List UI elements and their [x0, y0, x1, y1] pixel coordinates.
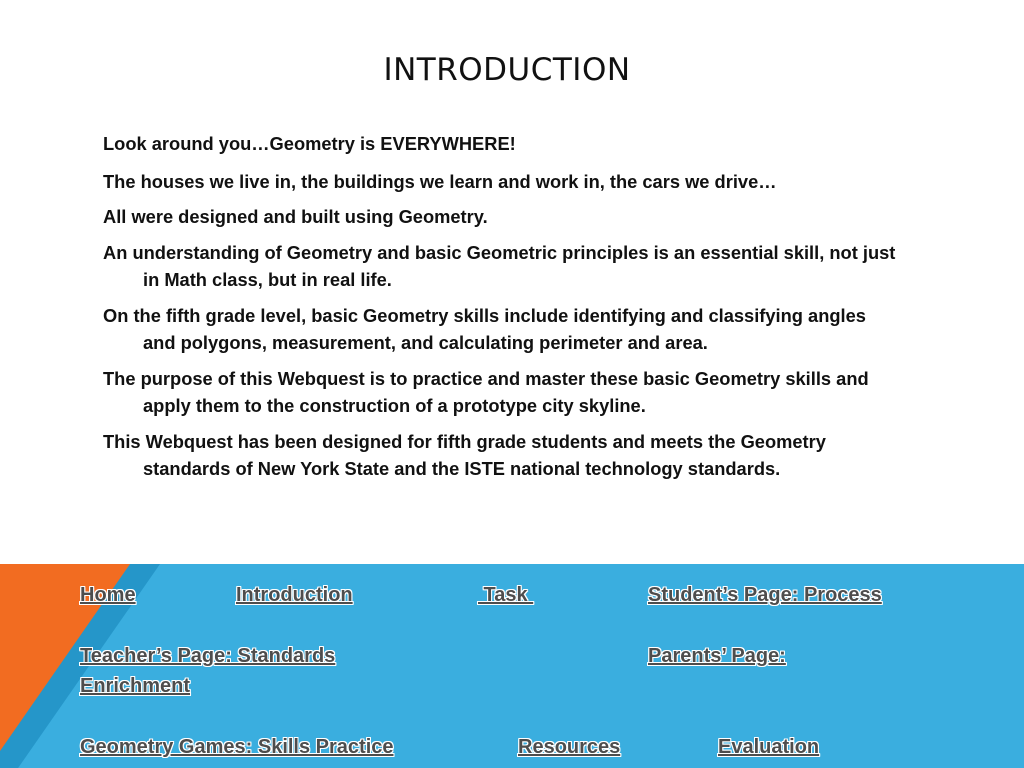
paragraph-2: The houses we live in, the buildings we learn and work in, the cars we drive…: [103, 170, 777, 192]
paragraph-7: This Webquest has been designed for fifth grade students and meets the Geometry standards of New York State and the ISTE national technology standards.: [103, 430, 826, 479]
paragraph-5: On the fifth grade level, basic Geometry skills include identifying and classifying angles and polygons, measurement, and calculating perimeter and area.: [103, 304, 866, 353]
nav-link-parents[interactable]: Parents’ Page:: [648, 645, 786, 667]
nav-link-task[interactable]: Task: [478, 584, 534, 606]
nav-link-evaluation[interactable]: Evaluation: [718, 736, 820, 758]
nav-link-teachers-standards[interactable]: Teacher’s Page: Standards: [80, 645, 336, 667]
intro-body: [103, 130, 903, 491]
slide-title: INTRODUCTION: [383, 52, 631, 88]
nav-link-home[interactable]: Home: [80, 584, 136, 606]
paragraph-4: An understanding of Geometry and basic Geometric principles is an essential skill, not just in Math class, but in real life.: [103, 241, 896, 290]
nav-link-students-process[interactable]: Student’s Page: Process: [648, 584, 882, 606]
nav-link-resources[interactable]: Resources: [518, 736, 621, 758]
nav-link-introduction[interactable]: Introduction: [236, 584, 353, 606]
paragraph-1: Look around you…Geometry is EVERYWHERE!: [103, 133, 516, 154]
paragraph-3: All were designed and built using Geometry.: [103, 206, 488, 227]
nav-link-enrichment[interactable]: Enrichment: [80, 675, 191, 697]
nav-link-geometry-games[interactable]: Geometry Games: Skills Practice: [80, 736, 394, 758]
paragraph-6: The purpose of this Webquest is to practice and master these basic Geometry skills and apply them to the construction of a prototype city skyline.: [103, 367, 869, 416]
